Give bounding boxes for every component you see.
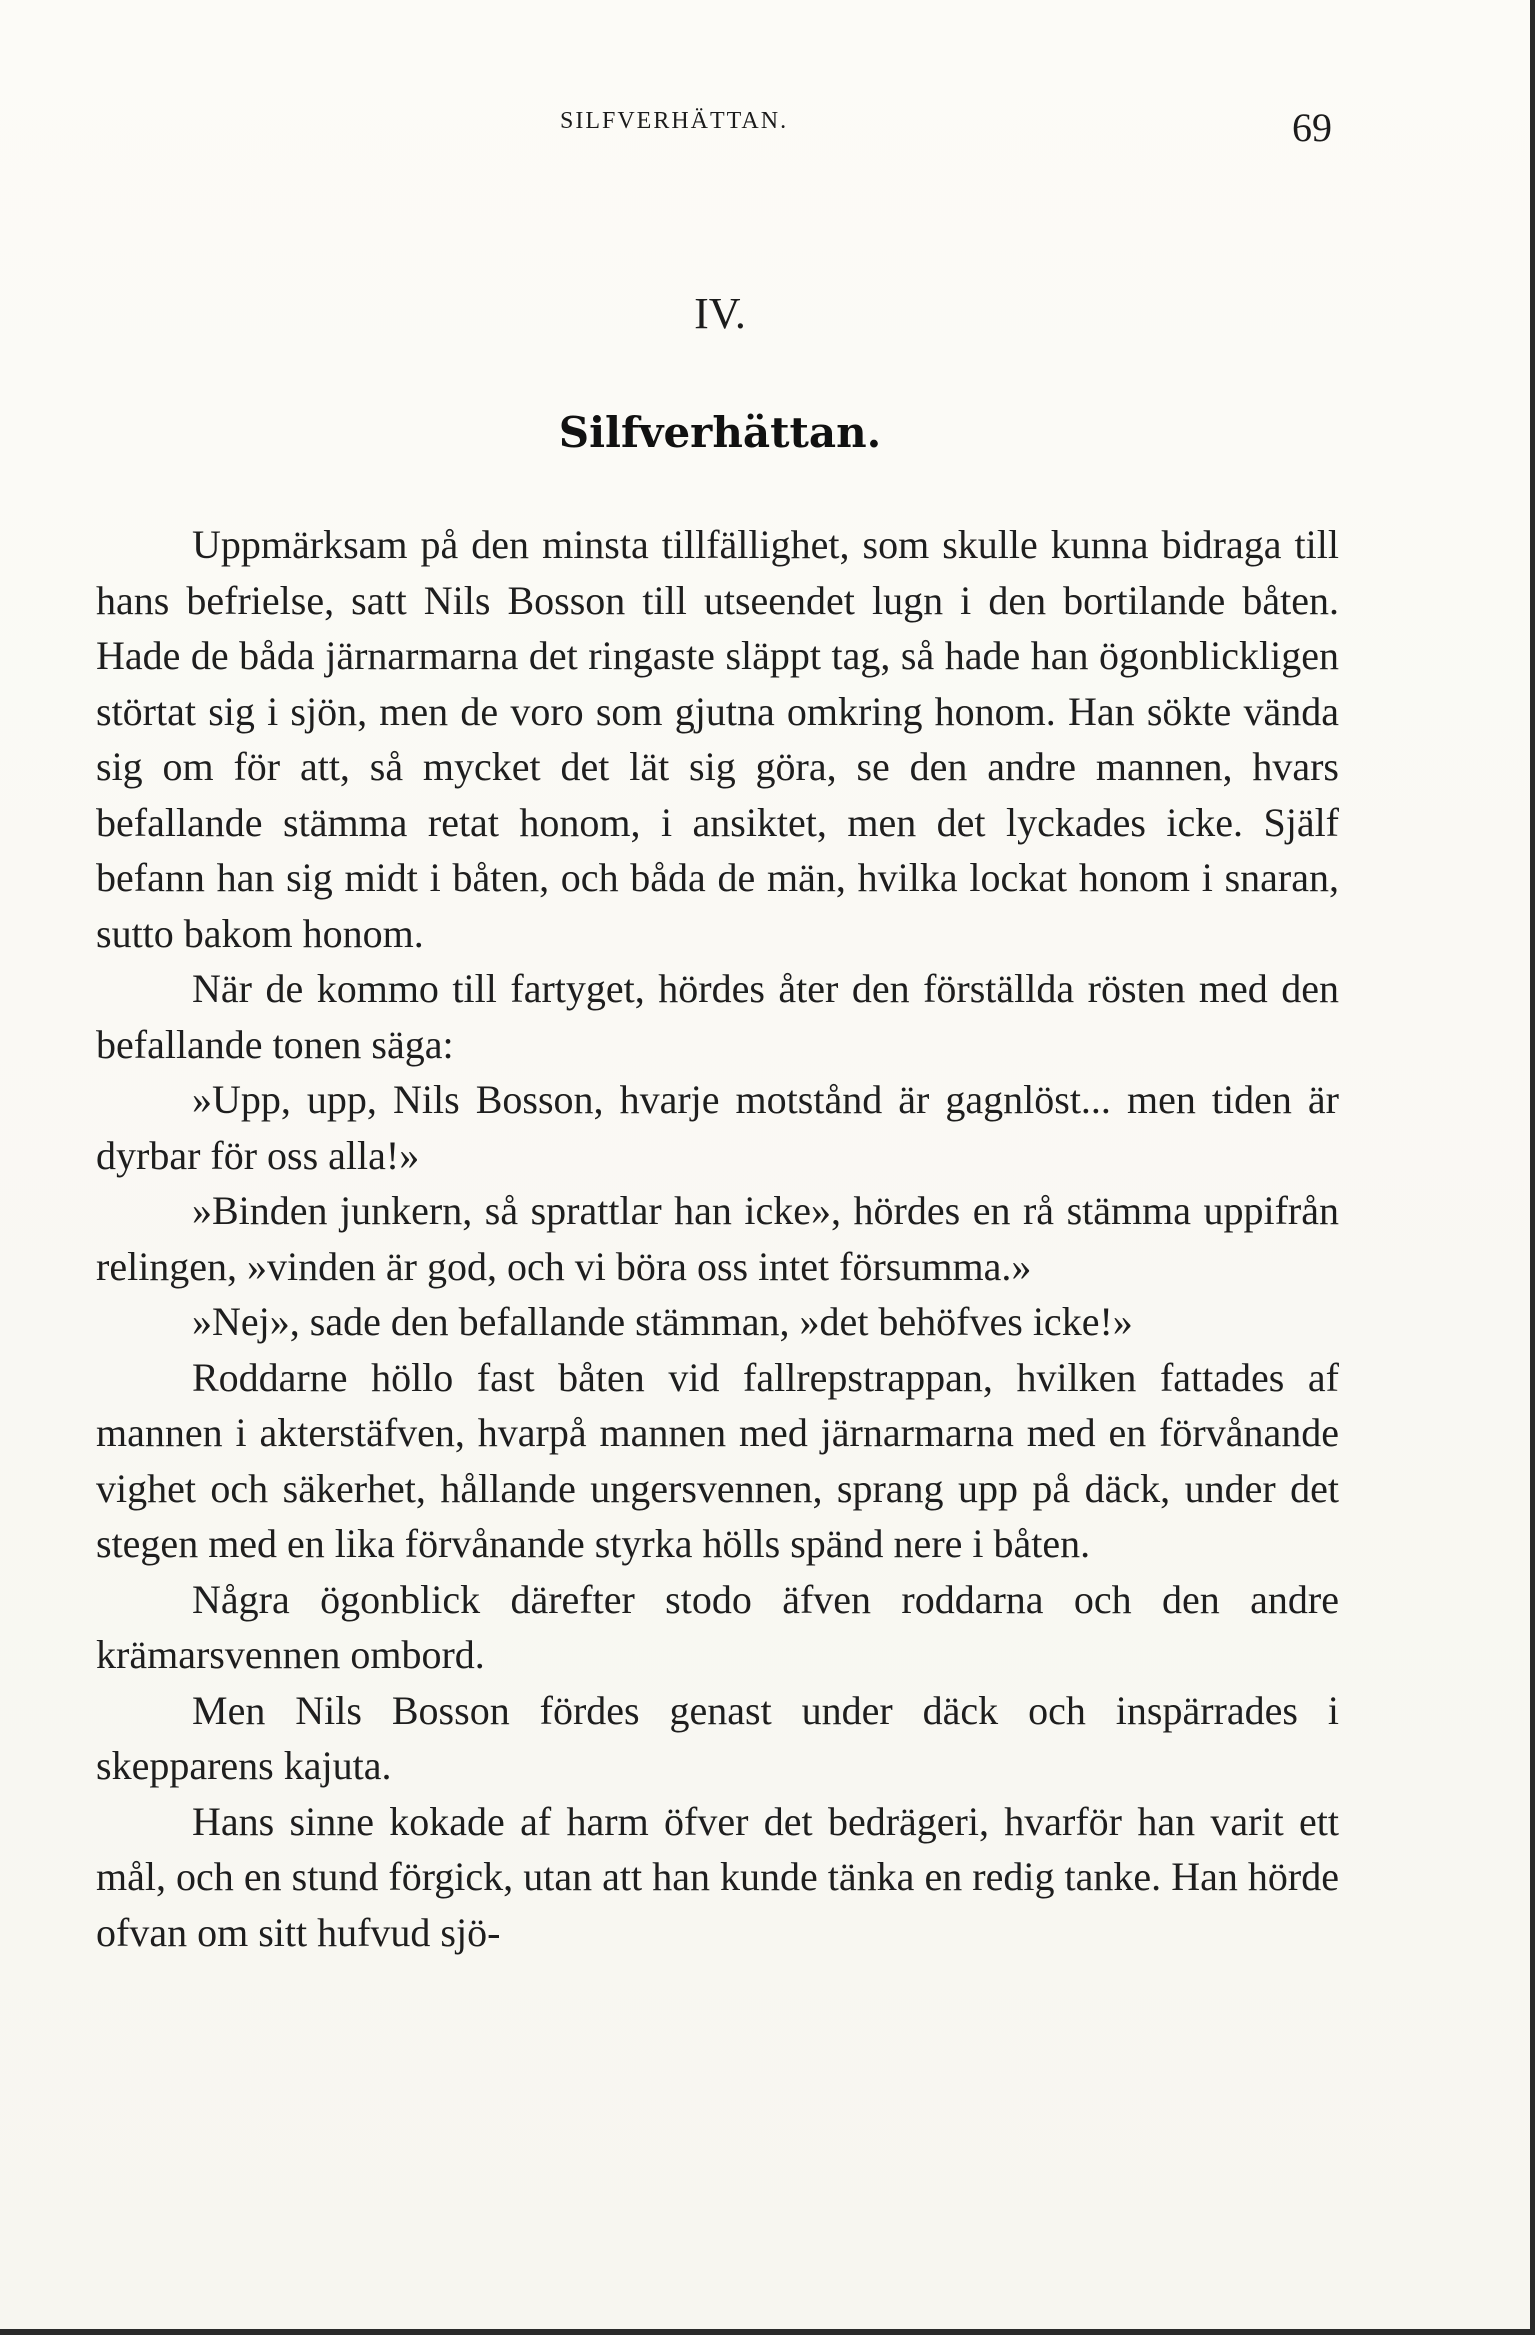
paragraph: »Binden junkern, så sprattlar han icke», hördes en rå stämma uppifrån relingen, »vinden är god, och vi böra oss intet försumma.»	[96, 1188, 1339, 1289]
paragraph: När de kommo till fartyget, hördes åter den förställda rösten med den befallande tonen säga:	[96, 966, 1339, 1067]
page-number: 69	[1292, 105, 1332, 150]
running-head: SILFVERHÄTTAN.	[560, 108, 789, 134]
paragraph: »Upp, upp, Nils Bosson, hvarje motstånd är gagnlöst... men tiden är dyrbar för oss alla!»	[96, 1077, 1339, 1178]
paragraph: Uppmärksam på den minsta tillfällighet, som skulle kunna bidraga till hans befrielse, satt Nils Bosson till utseendet lugn i den bortilande båten. Hade de båda järnarmarna det ringaste släppt tag, så hade han ögonblickligen störtat sig i sjön, men de voro som gjutna omkring honom. Han sökte vända sig om för att, så mycket det lät sig göra, se den andre mannen, hvars befallande stämma retat honom, i ansiktet, men det lyckades icke. Själf befann han sig midt i båten, och båda de män, hvilka lockat honom i snaran, sutto bakom honom.	[96, 522, 1339, 956]
chapter-title: Silfverhättan.	[558, 408, 882, 457]
body-text	[96, 517, 1339, 1960]
paragraph: Roddarne höllo fast båten vid fallrepstrappan, hvilken fattades af mannen i akterstäfven, hvarpå mannen med järnarmarna med en förvånande vighet och säkerhet, hållande ungersvennen, sprang upp på däck, under det stegen med en lika förvånande styrka hölls spänd nere i båten.	[96, 1354, 1339, 1566]
paragraph: Hans sinne kokade af harm öfver det bedrägeri, hvarför han varit ett mål, och en stund förgick, utan att han kunde tänka en redig tanke. Han hörde ofvan om sitt hufvud sjö-	[96, 1798, 1339, 1955]
paragraph: »Nej», sade den befallande stämman, »det behöfves icke!»	[192, 1299, 1133, 1344]
chapter-number: IV.	[694, 289, 746, 338]
paragraph: Några ögonblick därefter stodo äfven roddarna och den andre krämarsvennen ombord.	[96, 1576, 1339, 1677]
paragraph: Men Nils Bosson fördes genast under däck och inspärrades i skepparens kajuta.	[96, 1687, 1339, 1788]
